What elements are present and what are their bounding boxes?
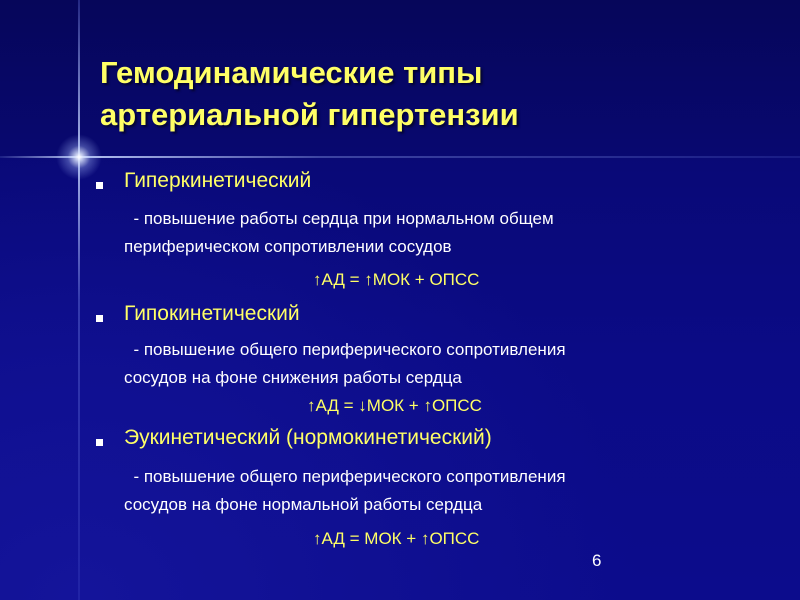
- decorative-vertical-line: [78, 0, 80, 600]
- type-formula-eukinetic: ↑АД = МОК + ↑ОПСС: [313, 529, 480, 548]
- title-line-2: артериальной гипертензии: [100, 97, 519, 132]
- decorative-horizontal-line: [0, 156, 800, 158]
- bullet-square-icon: [96, 439, 103, 446]
- slide-title: [100, 52, 720, 136]
- type-description-hypokinetic: [124, 336, 566, 392]
- type-description-hyperkinetic: [124, 205, 554, 261]
- type-heading-hypokinetic: Гипокинетический: [124, 302, 300, 325]
- description-line: сосудов на фоне нормальной работы сердца: [124, 495, 483, 514]
- type-description-eukinetic: [124, 463, 566, 519]
- description-line: - повышение общего периферического сопротивления: [124, 340, 566, 359]
- type-formula-hypokinetic: ↑АД = ↓МОК + ↑ОПСС: [307, 396, 482, 415]
- bullet-square-icon: [96, 182, 103, 189]
- type-heading-eukinetic: Эукинетический (нормокинетический): [124, 426, 492, 449]
- description-line: - повышение общего периферического сопротивления: [124, 467, 566, 486]
- description-line: сосудов на фоне снижения работы сердца: [124, 368, 462, 387]
- description-line: - повышение работы сердца при нормальном общем: [124, 209, 554, 228]
- title-line-1: Гемодинамические типы: [100, 55, 483, 90]
- type-formula-hyperkinetic: ↑АД = ↑МОК + ОПСС: [313, 270, 480, 289]
- type-heading-hyperkinetic: Гиперкинетический: [124, 169, 312, 192]
- description-line: периферическом сопротивлении сосудов: [124, 237, 452, 256]
- bullet-square-icon: [96, 315, 103, 322]
- sparkle-star-icon: [56, 134, 102, 180]
- page-number: 6: [592, 551, 602, 570]
